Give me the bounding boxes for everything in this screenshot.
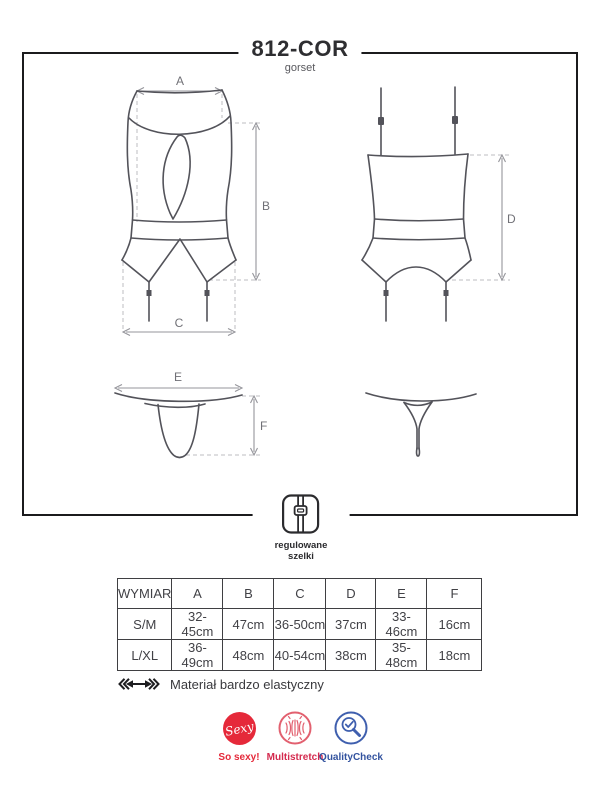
col-header-a: A <box>172 579 223 609</box>
value-cell: 48cm <box>223 640 274 671</box>
value-cell: 37cm <box>326 609 376 640</box>
value-cell: 47cm <box>223 609 274 640</box>
dim-label-c: C <box>174 316 184 330</box>
size-table-header-row <box>118 579 482 609</box>
value-cell: 32-45cm <box>172 609 223 640</box>
strap-feature-label: regulowane szelki <box>274 540 328 562</box>
badge-label-multistretch: Multistretch <box>266 752 324 763</box>
col-header-wymiar: WYMIAR <box>118 579 172 609</box>
size-cell: L/XL <box>118 640 172 671</box>
col-header-b: B <box>223 579 274 609</box>
panty-front-outline <box>115 393 242 458</box>
size-cell: S/M <box>118 609 172 640</box>
col-header-d: D <box>326 579 376 609</box>
panty-dimension-lines <box>115 385 258 456</box>
adjustable-strap-icon <box>282 494 320 534</box>
value-cell: 33-46cm <box>376 609 427 640</box>
dim-label-e: E <box>173 370 183 384</box>
col-header-f: F <box>427 579 482 609</box>
badge-qualitycheck <box>319 711 383 763</box>
panty-front-drawing <box>95 360 285 475</box>
table-row <box>118 609 482 640</box>
qualitycheck-icon <box>334 711 368 745</box>
material-note-text: Materiał bardzo elastyczny <box>170 676 324 692</box>
value-cell: 38cm <box>326 640 376 671</box>
panty-back-outline <box>366 393 476 456</box>
sexy-badge-icon-text: Sexy <box>223 718 255 739</box>
table-row <box>118 640 482 671</box>
col-header-e: E <box>376 579 427 609</box>
page-title: 812-COR <box>251 36 349 61</box>
dim-label-a: A <box>175 74 185 88</box>
material-note <box>117 676 324 692</box>
value-cell: 18cm <box>427 640 482 671</box>
multistretch-icon <box>278 711 312 745</box>
value-cell: 36-50cm <box>274 609 326 640</box>
badge-label-qualitycheck: QualityCheck <box>319 752 383 763</box>
value-cell: 35-48cm <box>376 640 427 671</box>
badge-label-so-sexy: So sexy! <box>218 752 260 763</box>
size-table <box>117 578 482 671</box>
dim-label-b: B <box>262 199 271 213</box>
front-dimension-lines <box>123 88 260 336</box>
dim-label-d: D <box>507 212 516 226</box>
panty-back-drawing <box>330 360 530 475</box>
adjustable-straps-feature <box>253 492 350 562</box>
badges-row <box>211 711 383 763</box>
badge-so-sexy <box>211 711 267 763</box>
back-guide-lines <box>452 155 510 280</box>
panty-guide-lines <box>186 396 261 455</box>
corset-back-drawing <box>330 72 530 344</box>
corset-front-drawing <box>95 72 285 344</box>
back-dimension-lines <box>499 155 506 280</box>
dim-label-f: F <box>260 419 268 433</box>
sexy-badge-icon <box>223 712 256 745</box>
corset-front-outline <box>122 90 236 321</box>
stretch-arrows-icon <box>117 676 161 692</box>
badge-multistretch <box>267 711 323 763</box>
value-cell: 16cm <box>427 609 482 640</box>
value-cell: 36-49cm <box>172 640 223 671</box>
title-block <box>238 37 361 75</box>
col-header-c: C <box>274 579 326 609</box>
value-cell: 40-54cm <box>274 640 326 671</box>
page-subtitle: gorset <box>284 62 316 74</box>
front-guide-lines <box>123 94 261 330</box>
